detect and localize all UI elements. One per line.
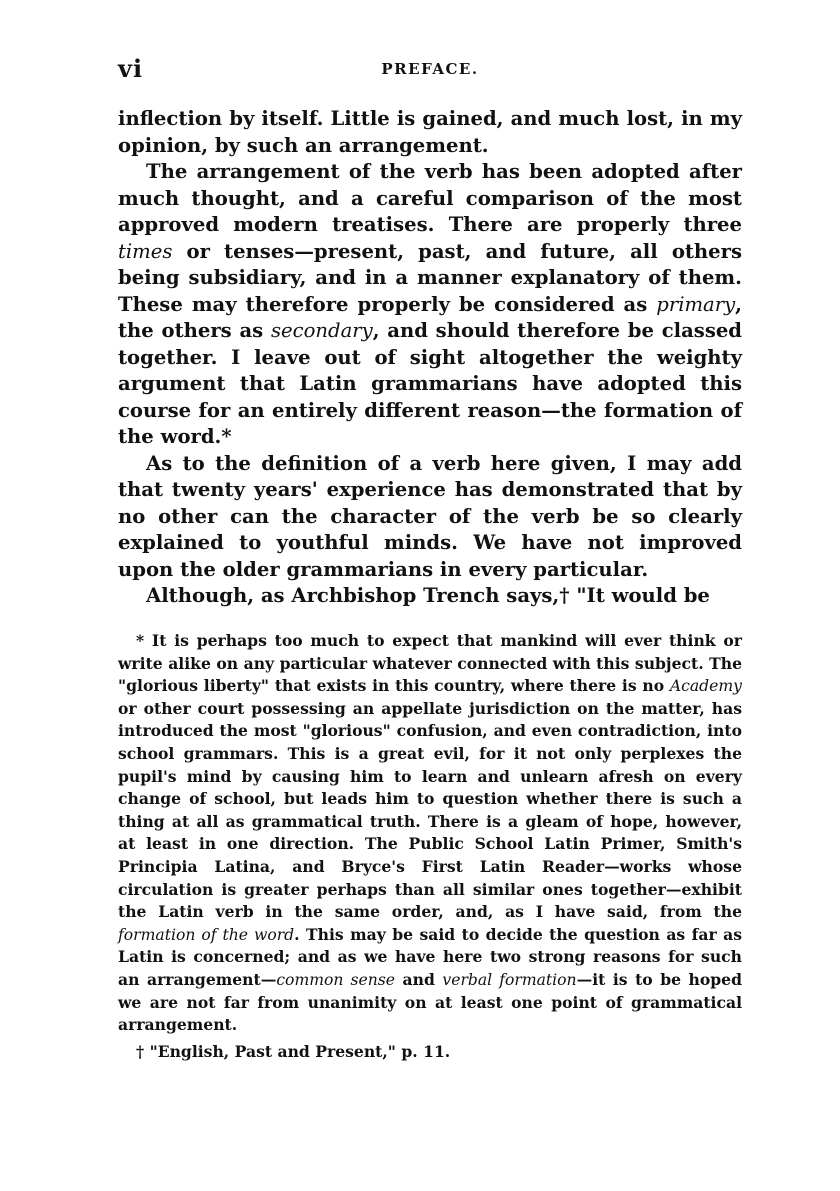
italic-verbal-formation: verbal formation (442, 970, 577, 989)
italic-common-sense: common sense (276, 970, 396, 989)
italic-academy: Academy (669, 677, 742, 696)
footnote-star-part-e: —it is to be hoped we are not far from unanimity on at least one point of grammatical arrangement. (118, 969, 743, 1035)
paragraph-2-part-a: The arrangement of the verb has been adopted after much thought, and a careful comparison of the most approved modern treatises. There are properly three (118, 160, 742, 236)
paragraph-4 (118, 583, 742, 610)
italic-times: times (118, 239, 173, 263)
running-title: PREFACE. (381, 60, 479, 78)
footnotes (118, 630, 742, 1063)
footnote-star-part-d: and (395, 969, 443, 989)
paragraph-2-part-b: or tenses—present, past, and future, all others being subsidiary, and in a manner explanatory of them. These may therefore properly be considered as (118, 239, 742, 316)
body-text (118, 106, 742, 610)
italic-formation-of-the-word: formation of the word (118, 925, 295, 944)
footnote-star-part-c: . This may be said to decide the question as far as Latin is concerned; and as we have here two strong reasons for such an arrangement— (118, 924, 742, 989)
footnote-dagger (118, 1041, 742, 1064)
paragraph-2-part-d: , and should therefore be classed together. I leave out of sight altogether the weighty argument that Latin grammarians have adopted this course for an entirely different reason—the formation of the word.* (118, 319, 743, 448)
paragraph-3 (118, 451, 742, 584)
paragraph-2-part-c: , the others as (118, 292, 742, 342)
paragraph-2 (118, 159, 742, 451)
footnote-dagger-text: † "English, Past and Present," p. 11. (136, 1041, 451, 1061)
italic-secondary: secondary (270, 319, 373, 342)
footnote-star-part-b: or other court possessing an appellate jurisdiction on the matter, has introduced the most "glorious" confusion, and even contradiction, into school grammars. This is a great evil, for it not only perplexes the pupil's mind by causing him to learn and unlearn afresh on every change of school, but leads him to question whether there is such a thing at all as grammatical truth. There is a gleam of hope, however, at least in one direction. The Public School Latin Primer, Smith's Principia Latina, and Bryce's First Latin Reader—works whose circulation is greater perhaps than all similar ones together—exhibit the Latin verb in the same order, and, as I have said, from the (118, 698, 742, 922)
italic-primary: primary (656, 292, 736, 316)
footnote-star (118, 630, 742, 1037)
running-head (118, 54, 742, 84)
paragraph-4-text: Although, as Archbishop Trench says,† "It would be (146, 584, 710, 607)
paragraph-1-text: inflection by itself. Little is gained, and much lost, in my opinion, by such an arrangement. (118, 107, 742, 157)
paragraph-3-text: As to the definition of a verb here given, I may add that twenty years' experience has demonstrated that by no other can the character of the verb be so clearly explained to youthful minds. We have not improved upon the older grammarians in every particular. (118, 451, 742, 581)
footnote-star-part-a: * It is perhaps too much to expect that mankind will ever think or write alike on any particular whatever connected with this subject. The "glorious liberty" that exists in this country, where there is no (118, 631, 742, 696)
page-number: vi (118, 54, 144, 83)
paragraph-1 (118, 106, 742, 159)
